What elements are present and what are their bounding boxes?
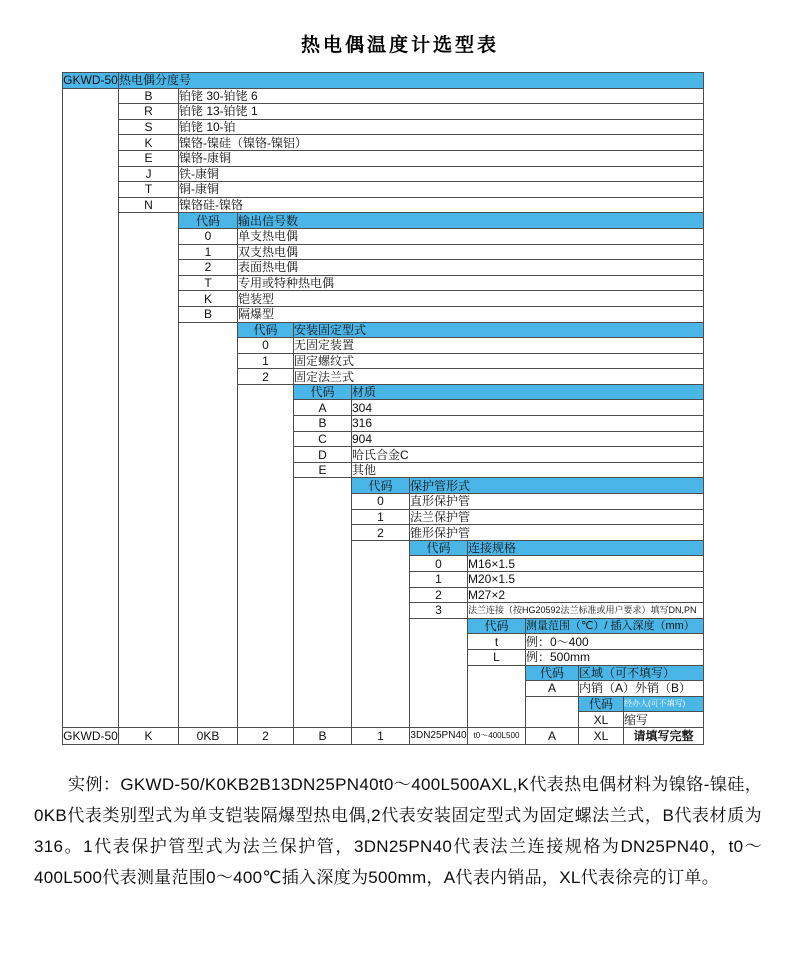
summary-cell-9: XL bbox=[579, 727, 624, 744]
level-1-item-4-code: K bbox=[179, 291, 238, 307]
level-3-item-1-code: B bbox=[294, 416, 352, 432]
summary-cell-7: t0～400L500 bbox=[468, 727, 526, 744]
summary-cell-5: 1 bbox=[352, 727, 410, 744]
level-0-item-0-desc: 铂铑 30-铂铑 6 bbox=[179, 88, 704, 104]
summary-cell-3: 2 bbox=[238, 727, 294, 744]
level-5-item-1-desc: M20×1.5 bbox=[468, 572, 704, 588]
level-3-item-1-desc: 316 bbox=[352, 416, 704, 432]
level-0-item-row-1 bbox=[63, 104, 704, 120]
level-2-item-2-desc: 固定法兰式 bbox=[294, 369, 704, 385]
level-0-item-5-code: J bbox=[119, 166, 179, 182]
summary-cell-6: 3DN25PN40 bbox=[410, 727, 468, 744]
level-1-item-5-desc: 隔爆型 bbox=[238, 306, 704, 322]
level-2-item-2-code: 2 bbox=[238, 369, 294, 385]
summary-cell-10: 请填写完整 bbox=[624, 727, 704, 744]
level-5-item-0-code: 0 bbox=[410, 556, 468, 572]
level-0-item-1-desc: 铂铑 13-铂铑 1 bbox=[179, 104, 704, 120]
level-8-item-0-code: XL bbox=[579, 712, 624, 728]
level-2-header-code: 代码 bbox=[238, 322, 294, 338]
summary-row bbox=[63, 727, 704, 744]
level-0-item-6-desc: 铜-康铜 bbox=[179, 182, 704, 198]
level-1-header-row bbox=[63, 213, 704, 229]
level-0-item-4-desc: 镍铬-康铜 bbox=[179, 150, 704, 166]
level-5-item-0-desc: M16×1.5 bbox=[468, 556, 704, 572]
level-0-item-row-4 bbox=[63, 150, 704, 166]
level-1-item-2-code: 2 bbox=[179, 260, 238, 276]
level-1-item-0-code: 0 bbox=[179, 228, 238, 244]
summary-cell-1: K bbox=[119, 727, 179, 744]
level-1-item-5-code: B bbox=[179, 306, 238, 322]
level-6-header-title: 测量范围（℃）/ 插入深度（mm） bbox=[526, 618, 704, 634]
level-6-item-0-desc: 例：0～400 bbox=[526, 634, 704, 650]
level-2-item-1-desc: 固定螺纹式 bbox=[294, 353, 704, 369]
level-7-item-0-desc: 内销（A）外销（B） bbox=[579, 681, 704, 697]
level-8-header-title: 经办人(可不填写) bbox=[624, 696, 704, 712]
level-5-item-2-desc: M27×2 bbox=[468, 587, 704, 603]
summary-cell-0: GKWD-50 bbox=[63, 728, 118, 743]
level-0-header-row bbox=[63, 73, 704, 89]
level-4-item-0-code: 0 bbox=[352, 494, 410, 510]
level-0-item-row-6 bbox=[63, 182, 704, 198]
empty-cell-col-8 bbox=[526, 696, 579, 727]
level-0-item-4-code: E bbox=[119, 150, 179, 166]
page-title: 热电偶温度计选型表 bbox=[300, 35, 499, 56]
summary-cell-4: B bbox=[294, 727, 352, 744]
level-0-item-1-code: R bbox=[119, 104, 179, 120]
empty-cell-col-3 bbox=[238, 384, 294, 727]
level-0-item-5-desc: 铁-康铜 bbox=[179, 166, 704, 182]
level-6-item-0-code: t bbox=[468, 634, 526, 650]
level-5-item-2-code: 2 bbox=[410, 587, 468, 603]
level-0-header-title: 热电偶分度号 bbox=[119, 73, 704, 89]
level-1-header-title: 输出信号数 bbox=[238, 213, 704, 229]
level-0-item-3-code: K bbox=[119, 135, 179, 151]
level-4-item-2-code: 2 bbox=[352, 525, 410, 541]
empty-cell-col-7 bbox=[468, 665, 526, 727]
level-6-header-code: 代码 bbox=[468, 618, 526, 634]
level-5-header-code: 代码 bbox=[410, 540, 468, 556]
level-3-item-4-code: E bbox=[294, 462, 352, 478]
level-3-item-4-desc: 其他 bbox=[352, 462, 704, 478]
level-0-item-row-0 bbox=[63, 88, 704, 104]
level-1-item-0-desc: 单支热电偶 bbox=[238, 228, 704, 244]
level-7-header-code: 代码 bbox=[526, 665, 579, 681]
level-0-item-row-7 bbox=[63, 197, 704, 213]
level-0-header-code: GKWD-50 bbox=[63, 73, 118, 88]
level-1-item-1-code: 1 bbox=[179, 244, 238, 260]
level-1-header-code: 代码 bbox=[179, 213, 238, 229]
level-1-item-4-desc: 铠装型 bbox=[238, 291, 704, 307]
level-3-header-title: 材质 bbox=[352, 384, 704, 400]
level-0-item-row-5 bbox=[63, 166, 704, 182]
level-0-item-row-2 bbox=[63, 119, 704, 135]
level-0-item-3-desc: 镍铬-镍硅（镍铬-镍铝） bbox=[179, 135, 704, 151]
summary-cell-8: A bbox=[526, 727, 579, 744]
level-1-item-1-desc: 双支热电偶 bbox=[238, 244, 704, 260]
level-2-item-0-desc: 无固定装置 bbox=[294, 338, 704, 354]
empty-cell-col-6 bbox=[410, 618, 468, 727]
level-1-item-2-desc: 表面热电偶 bbox=[238, 260, 704, 276]
level-0-item-7-code: N bbox=[119, 197, 179, 213]
level-1-item-3-code: T bbox=[179, 275, 238, 291]
level-3-item-0-code: A bbox=[294, 400, 352, 416]
level-3-item-3-desc: 哈氏合金C bbox=[352, 447, 704, 463]
selection-table bbox=[62, 72, 704, 745]
level-5-header-title: 连接规格 bbox=[468, 540, 704, 556]
level-0-item-6-code: T bbox=[119, 182, 179, 198]
level-8-header-code: 代码 bbox=[579, 696, 624, 712]
level-3-item-2-code: C bbox=[294, 431, 352, 447]
level-5-item-1-code: 1 bbox=[410, 572, 468, 588]
level-4-item-1-code: 1 bbox=[352, 509, 410, 525]
empty-cell-col-4 bbox=[294, 478, 352, 728]
empty-cell-col-5 bbox=[352, 540, 410, 727]
level-3-item-3-code: D bbox=[294, 447, 352, 463]
level-3-header-code: 代码 bbox=[294, 384, 352, 400]
empty-cell-col-0 bbox=[63, 88, 119, 727]
example-paragraph: 实例：GKWD-50/K0KB2B13DN25PN40t0～400L500AXL,K代表热电偶材料为镍铬-镍硅，0KB代表类别型式为单支铠装隔爆型热电偶,2代表安装固定型式为固定螺法兰式，B代表材质为316。1代表保护管型式为法兰保护管，3DN25PN40代表法兰连接规格为DN25PN40，t0～400L500代表测量范围0～400℃插入深度为500mm，A代表内销品，XL代表徐亮的订单。 bbox=[34, 774, 762, 887]
level-0-item-2-desc: 铂铑 10-铂 bbox=[179, 119, 704, 135]
level-5-item-3-desc: 法兰连接（按HG20592法兰标准或用户要求）填写DN,PN bbox=[468, 603, 704, 619]
level-0-item-row-3 bbox=[63, 135, 704, 151]
level-0-item-0-code: B bbox=[119, 88, 179, 104]
level-4-header-title: 保护管形式 bbox=[410, 478, 704, 494]
level-3-item-0-desc: 304 bbox=[352, 400, 704, 416]
level-5-item-3-code: 3 bbox=[410, 603, 468, 619]
level-7-item-0-code: A bbox=[526, 681, 579, 697]
summary-cell-2: 0KB bbox=[179, 727, 238, 744]
level-4-item-1-desc: 法兰保护管 bbox=[410, 509, 704, 525]
level-6-item-1-code: L bbox=[468, 649, 526, 665]
level-3-item-2-desc: 904 bbox=[352, 431, 704, 447]
level-6-item-1-desc: 例：500mm bbox=[526, 649, 704, 665]
empty-cell-col-2 bbox=[179, 322, 238, 727]
level-2-header-title: 安装固定型式 bbox=[294, 322, 704, 338]
level-8-item-0-desc: 缩写 bbox=[624, 712, 704, 728]
level-4-item-2-desc: 锥形保护管 bbox=[410, 525, 704, 541]
level-0-item-2-code: S bbox=[119, 119, 179, 135]
level-1-item-3-desc: 专用或特种热电偶 bbox=[238, 275, 704, 291]
level-0-item-7-desc: 镍铬硅-镍铬 bbox=[179, 197, 704, 213]
level-4-item-0-desc: 直形保护管 bbox=[410, 494, 704, 510]
level-2-item-0-code: 0 bbox=[238, 338, 294, 354]
empty-cell-col-1 bbox=[119, 213, 179, 728]
level-7-header-title: 区域（可不填写） bbox=[579, 665, 704, 681]
level-4-header-code: 代码 bbox=[352, 478, 410, 494]
level-2-item-1-code: 1 bbox=[238, 353, 294, 369]
